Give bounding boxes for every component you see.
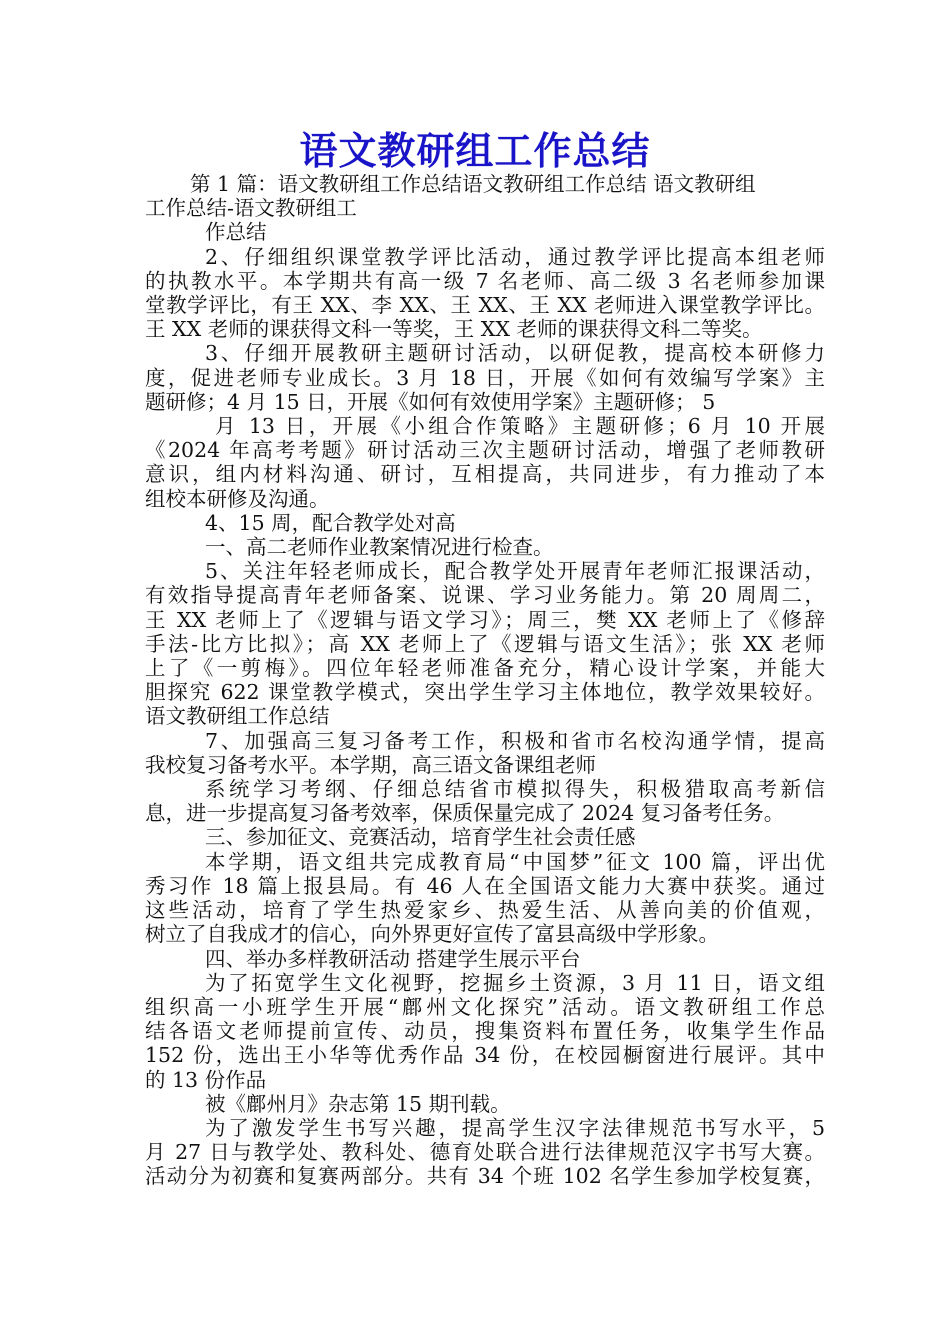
text-line: 组校本研修及沟通。 (145, 486, 330, 511)
text-line: 我校复习备考水平。本学期，高三语文备课组老师 (145, 752, 596, 777)
text-line: 5、关注年轻老师成长，配合教学处开展青年老师汇报课活动， (205, 559, 825, 584)
text-line: 三、参加征文、竞赛活动，培育学生社会责任感 (205, 825, 636, 850)
text-line: 被《鄜州月》杂志第 15 期刊载。 (205, 1091, 511, 1116)
text-line: 语文教研组工作总结 (145, 704, 330, 729)
text-line: 树立了自我成才的信心，向外界更好宣传了富县高级中学形象。 (145, 922, 719, 947)
text-line: 作总结 (205, 220, 267, 245)
text-line: 第 1 篇：语文教研组工作总结语文教研组工作总结 语文教研组 (190, 172, 756, 196)
text-line: 度，促进老师专业成长。3 月 18 日，开展《如何有效编写学案》主 (145, 365, 825, 390)
text-line: 息，进一步提高复习备考效率，保质保量完成了 2024 复习备考任务。 (145, 801, 785, 826)
text-line: 3、仔细开展教研主题研讨活动，以研促教，提高校本研修力 (205, 341, 825, 366)
text-line: 堂教学评比，有王 XX、李 XX、王 XX、王 XX 老师进入课堂教学评比。 (145, 293, 825, 318)
text-line: 系统学习考纲、仔细总结省市模拟得失，积极猎取高考新信 (205, 777, 825, 802)
text-line: 7、加强高三复习备考工作，积极和省市名校沟通学情，提高 (205, 728, 825, 753)
text-line: 月 27 日与教学处、教科处、德育处联合进行法律规范汉字书写大赛。 (145, 1140, 825, 1165)
document-body (145, 172, 825, 1189)
text-line: 胆探究 622 课堂教学模式，突出学生学习主体地位，教学效果较好。 (145, 680, 825, 705)
text-line: 这些活动，培育了学生热爱家乡、热爱生活、从善向美的价值观， (145, 898, 825, 923)
text-line: 《2024 年高考考题》研讨活动三次主题研讨活动，增强了老师教研 (145, 438, 825, 463)
text-line: 意识，组内材料沟通、研讨，互相提高，共同进步，有力推动了本 (145, 462, 825, 487)
text-line: 秀习作 18 篇上报县局。有 46 人在全国语文能力大赛中获奖。通过 (145, 873, 825, 898)
text-line: 组织高一小班学生开展“鄜州文化探究”活动。语文教研组工作总 (145, 994, 825, 1019)
text-line: 题研修；4 月 15 日，开展《如何有效使用学案》主题研修； 5 (145, 389, 716, 414)
text-line: 一、高二老师作业教案情况进行检查。 (205, 535, 554, 560)
text-line: 工作总结-语文教研组工 (145, 196, 357, 221)
text-line: 有效指导提高青年老师备案、说课、学习业务能力。第 20 周周二， (145, 583, 825, 608)
text-line: 上了《一剪梅》。四位年轻老师准备充分，精心设计学案，并能大 (145, 656, 825, 681)
text-line: 王 XX 老师的课获得文科一等奖，王 XX 老师的课获得文科二等奖。 (145, 317, 763, 342)
text-line: 2、仔细组织课堂教学评比活动，通过教学评比提高本组老师 (205, 244, 825, 269)
text-line: 为了激发学生书写兴趣，提高学生汉字法律规范书写水平，5 (205, 1115, 825, 1140)
text-line: 的执教水平。本学期共有高一级 7 名老师、高二级 3 名老师参加课 (145, 268, 825, 293)
text-line: 结各语文老师提前宣传、动员，搜集资料布置任务，收集学生作品 (145, 1019, 825, 1044)
text-line: 四、举办多样教研活动 搭建学生展示平台 (205, 946, 581, 971)
text-line: 手法-比方比拟》；高 XX 老师上了《逻辑与语文生活》；张 XX 老师 (145, 631, 825, 656)
text-line: 为了拓宽学生文化视野，挖掘乡土资源，3 月 11 日，语文组 (205, 970, 825, 995)
text-line: 月 13 日，开展《小组合作策略》主题研修；6 月 10 开展 (215, 414, 825, 439)
text-line: 活动分为初赛和复赛两部分。共有 34 个班 102 名学生参加学校复赛， (145, 1164, 825, 1189)
text-line: 王 XX 老师上了《逻辑与语文学习》；周三，樊 XX 老师上了《修辞 (145, 607, 825, 632)
text-line: 4、15 周，配合教学处对高 (205, 510, 456, 535)
text-line: 的 13 份作品 (145, 1067, 267, 1092)
text-line: 本学期，语文组共完成教育局“中国梦”征文 100 篇，评出优 (205, 849, 825, 874)
text-line: 152 份，选出王小华等优秀作品 34 份，在校园橱窗进行展评。其中 (145, 1043, 825, 1068)
document-title: 语文教研组工作总结 (299, 128, 651, 173)
